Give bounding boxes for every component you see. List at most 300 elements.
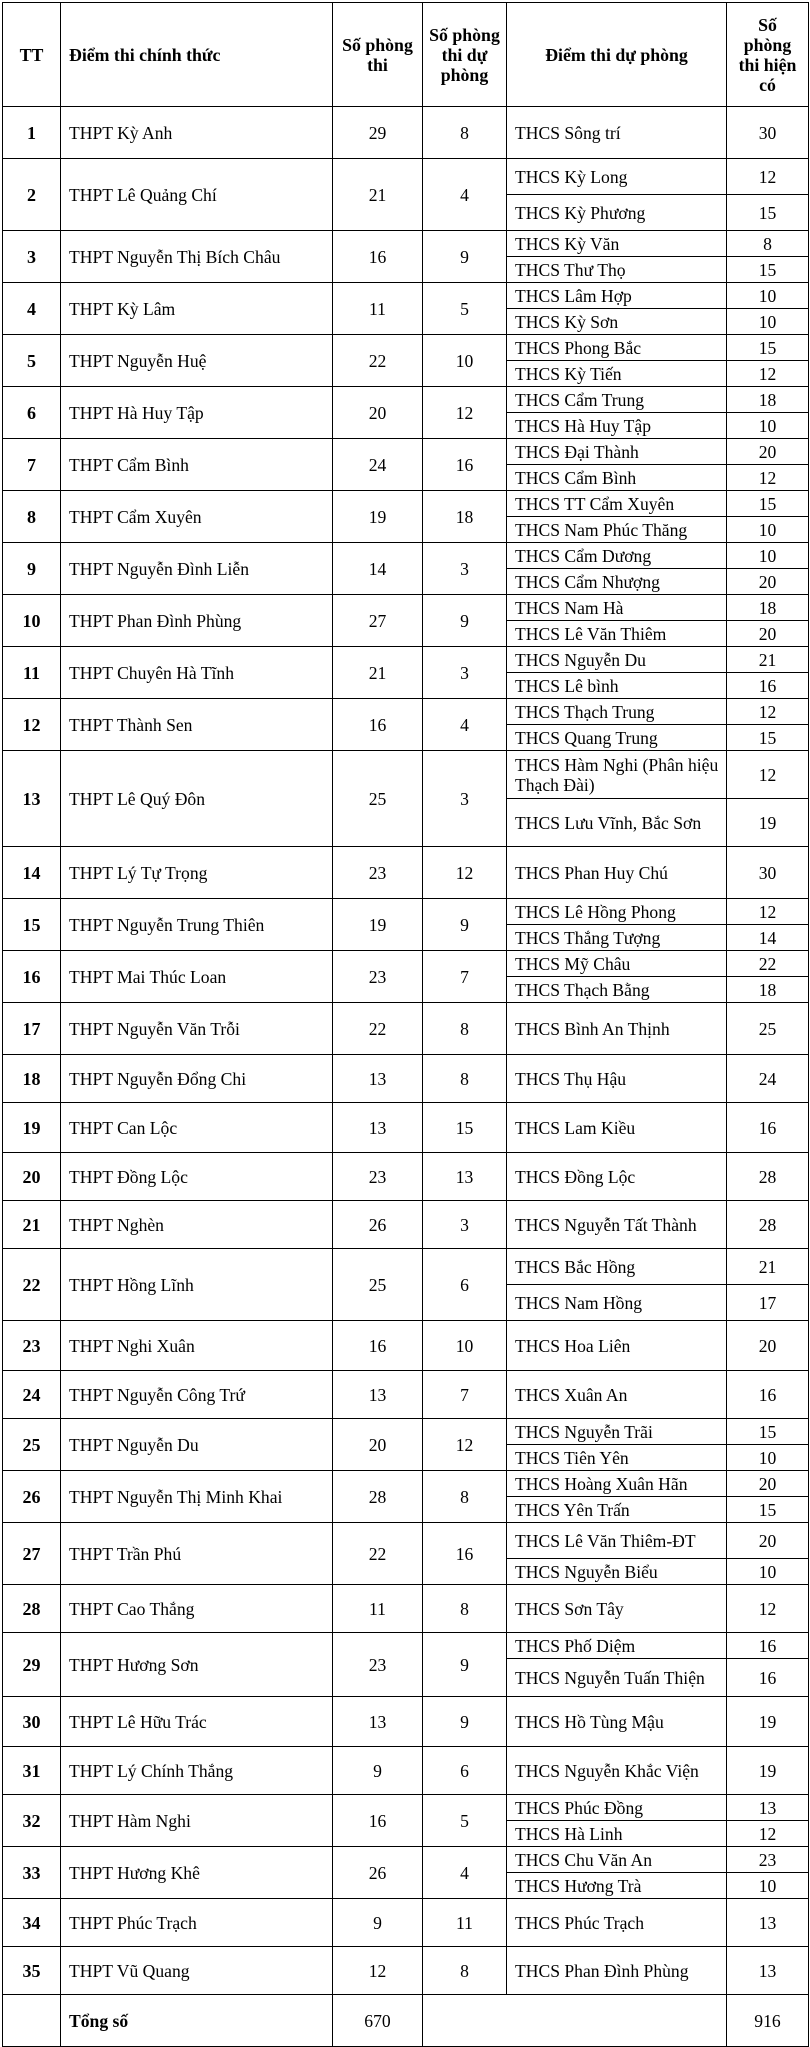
row-tt: 18: [3, 1055, 61, 1103]
row-main-site: THPT Nghi Xuân: [61, 1321, 333, 1371]
table-row: [3, 1523, 809, 1559]
row-backup-site: THCS Bắc Hồng: [507, 1249, 727, 1285]
row-rooms: 28: [333, 1471, 423, 1523]
row-tt: 12: [3, 699, 61, 751]
row-existing-rooms: 20: [727, 1471, 809, 1497]
row-existing-rooms: 23: [727, 1847, 809, 1873]
row-main-site: THPT Đồng Lộc: [61, 1153, 333, 1201]
row-backup-site: THCS Tiên Yên: [507, 1445, 727, 1471]
row-backup-site: THCS Quang Trung: [507, 725, 727, 751]
row-rooms: 25: [333, 1249, 423, 1321]
row-backup-rooms: 11: [423, 1899, 507, 1947]
row-rooms: 22: [333, 335, 423, 387]
row-backup-site: THCS Lê Văn Thiêm-ĐT: [507, 1523, 727, 1559]
table-row: [3, 1697, 809, 1747]
row-backup-site: THCS Nam Phúc Thăng: [507, 517, 727, 543]
row-existing-rooms: 15: [727, 257, 809, 283]
row-backup-rooms: 9: [423, 1697, 507, 1747]
row-rooms: 26: [333, 1847, 423, 1899]
row-rooms: 26: [333, 1201, 423, 1249]
row-existing-rooms: 28: [727, 1153, 809, 1201]
row-existing-rooms: 28: [727, 1201, 809, 1249]
row-backup-site: THCS Xuân An: [507, 1371, 727, 1419]
row-rooms: 14: [333, 543, 423, 595]
table-row: [3, 231, 809, 257]
row-existing-rooms: 19: [727, 1747, 809, 1795]
row-existing-rooms: 10: [727, 413, 809, 439]
row-backup-site: THCS Mỹ Châu: [507, 951, 727, 977]
row-backup-site: THCS Nguyễn Tất Thành: [507, 1201, 727, 1249]
header-row: [3, 3, 809, 107]
row-tt: 31: [3, 1747, 61, 1795]
row-backup-rooms: 7: [423, 951, 507, 1003]
row-backup-site: THCS Hoa Liên: [507, 1321, 727, 1371]
row-existing-rooms: 18: [727, 977, 809, 1003]
table-row: [3, 1153, 809, 1201]
row-backup-site: THCS Hàm Nghi (Phân hiệu Thạch Đài): [507, 751, 727, 799]
row-backup-rooms: 15: [423, 1103, 507, 1153]
row-rooms: 16: [333, 1795, 423, 1847]
row-existing-rooms: 15: [727, 1497, 809, 1523]
row-backup-rooms: 12: [423, 1419, 507, 1471]
row-main-site: THPT Hàm Nghi: [61, 1795, 333, 1847]
row-backup-site: THCS Lam Kiều: [507, 1103, 727, 1153]
row-backup-site: THCS Hà Huy Tập: [507, 413, 727, 439]
row-existing-rooms: 19: [727, 1697, 809, 1747]
row-tt: 14: [3, 847, 61, 899]
row-rooms: 13: [333, 1055, 423, 1103]
row-backup-site: THCS Kỳ Phương: [507, 195, 727, 231]
row-backup-rooms: 16: [423, 1523, 507, 1585]
row-existing-rooms: 10: [727, 1873, 809, 1899]
row-main-site: THPT Thành Sen: [61, 699, 333, 751]
row-main-site: THPT Lê Quý Đôn: [61, 751, 333, 847]
row-backup-site: THCS Chu Văn An: [507, 1847, 727, 1873]
row-main-site: THPT Nghèn: [61, 1201, 333, 1249]
row-main-site: THPT Lý Tự Trọng: [61, 847, 333, 899]
row-main-site: THPT Cao Thắng: [61, 1585, 333, 1633]
table-row: [3, 595, 809, 621]
row-main-site: THPT Nguyễn Du: [61, 1419, 333, 1471]
table-row: [3, 1947, 809, 1995]
row-existing-rooms: 12: [727, 751, 809, 799]
row-existing-rooms: 20: [727, 1321, 809, 1371]
row-backup-rooms: 16: [423, 439, 507, 491]
row-backup-site: THCS Thắng Tượng: [507, 925, 727, 951]
table-row: [3, 491, 809, 517]
row-existing-rooms: 15: [727, 195, 809, 231]
row-tt: 13: [3, 751, 61, 847]
row-rooms: 23: [333, 951, 423, 1003]
table-row: [3, 1847, 809, 1873]
row-existing-rooms: 15: [727, 725, 809, 751]
row-rooms: 12: [333, 1947, 423, 1995]
row-backup-rooms: 9: [423, 595, 507, 647]
row-backup-site: THCS Cẩm Bình: [507, 465, 727, 491]
row-main-site: THPT Hương Khê: [61, 1847, 333, 1899]
row-main-site: THPT Nguyễn Huệ: [61, 335, 333, 387]
row-backup-rooms: 3: [423, 647, 507, 699]
row-backup-site: THCS Lưu Vĩnh, Bắc Sơn: [507, 799, 727, 847]
row-backup-site: THCS Kỳ Tiến: [507, 361, 727, 387]
row-backup-rooms: 6: [423, 1249, 507, 1321]
row-existing-rooms: 20: [727, 621, 809, 647]
row-backup-site: THCS Thạch Bằng: [507, 977, 727, 1003]
row-main-site: THPT Hồng Lĩnh: [61, 1249, 333, 1321]
row-backup-site: THCS Đại Thành: [507, 439, 727, 465]
row-tt: 33: [3, 1847, 61, 1899]
row-backup-site: THCS Yên Trấn: [507, 1497, 727, 1523]
row-backup-rooms: 6: [423, 1747, 507, 1795]
row-tt: 2: [3, 159, 61, 231]
row-backup-site: THCS Kỳ Văn: [507, 231, 727, 257]
table-row: [3, 1003, 809, 1055]
header-backup-rooms: Số phòng thi dự phòng: [423, 3, 507, 107]
row-backup-site: THCS Nguyễn Tuấn Thiện: [507, 1659, 727, 1697]
row-tt: 26: [3, 1471, 61, 1523]
row-main-site: THPT Hà Huy Tập: [61, 387, 333, 439]
row-rooms: 20: [333, 1419, 423, 1471]
row-existing-rooms: 15: [727, 335, 809, 361]
row-tt: 35: [3, 1947, 61, 1995]
row-existing-rooms: 18: [727, 595, 809, 621]
row-backup-site: THCS Hà Linh: [507, 1821, 727, 1847]
table-row: [3, 387, 809, 413]
row-existing-rooms: 10: [727, 517, 809, 543]
row-main-site: THPT Trần Phú: [61, 1523, 333, 1585]
table-row: [3, 751, 809, 799]
row-tt: 3: [3, 231, 61, 283]
row-existing-rooms: 12: [727, 899, 809, 925]
row-existing-rooms: 10: [727, 283, 809, 309]
row-tt: 4: [3, 283, 61, 335]
row-main-site: THPT Lý Chính Thắng: [61, 1747, 333, 1795]
total-existing: 916: [727, 1995, 809, 2047]
table-row: [3, 543, 809, 569]
row-backup-site: THCS Hoàng Xuân Hãn: [507, 1471, 727, 1497]
row-existing-rooms: 24: [727, 1055, 809, 1103]
row-backup-site: THCS Phố Diệm: [507, 1633, 727, 1659]
row-rooms: 11: [333, 283, 423, 335]
row-backup-site: THCS Phong Bắc: [507, 335, 727, 361]
row-backup-site: THCS Cẩm Nhượng: [507, 569, 727, 595]
table-row: [3, 159, 809, 195]
row-main-site: THPT Phúc Trạch: [61, 1899, 333, 1947]
row-main-site: THPT Can Lộc: [61, 1103, 333, 1153]
row-existing-rooms: 22: [727, 951, 809, 977]
row-backup-site: THCS Sông trí: [507, 107, 727, 159]
row-backup-rooms: 7: [423, 1371, 507, 1419]
row-backup-site: THCS Nguyễn Du: [507, 647, 727, 673]
row-rooms: 23: [333, 847, 423, 899]
row-existing-rooms: 12: [727, 1585, 809, 1633]
row-backup-site: THCS Nguyễn Biểu: [507, 1559, 727, 1585]
row-main-site: THPT Nguyễn Văn Trỗi: [61, 1003, 333, 1055]
row-tt: 16: [3, 951, 61, 1003]
row-backup-site: THCS Bình An Thịnh: [507, 1003, 727, 1055]
row-backup-site: THCS Thư Thọ: [507, 257, 727, 283]
row-backup-rooms: 8: [423, 1947, 507, 1995]
row-main-site: THPT Nguyễn Trung Thiên: [61, 899, 333, 951]
row-tt: 21: [3, 1201, 61, 1249]
table-row: [3, 1249, 809, 1285]
row-tt: 11: [3, 647, 61, 699]
table-row: [3, 1103, 809, 1153]
table-row: [3, 1747, 809, 1795]
row-tt: 5: [3, 335, 61, 387]
row-existing-rooms: 15: [727, 491, 809, 517]
row-backup-rooms: 8: [423, 107, 507, 159]
row-existing-rooms: 21: [727, 647, 809, 673]
exam-site-table: [2, 2, 809, 2047]
header-main-site: Điểm thi chính thức: [61, 3, 333, 107]
row-rooms: 22: [333, 1003, 423, 1055]
row-main-site: THPT Vũ Quang: [61, 1947, 333, 1995]
row-tt: 24: [3, 1371, 61, 1419]
row-backup-site: THCS Thụ Hậu: [507, 1055, 727, 1103]
row-backup-rooms: 3: [423, 1201, 507, 1249]
row-tt: 28: [3, 1585, 61, 1633]
row-backup-site: THCS Phúc Đồng: [507, 1795, 727, 1821]
row-backup-site: THCS Hồ Tùng Mậu: [507, 1697, 727, 1747]
row-tt: 6: [3, 387, 61, 439]
table-row: [3, 335, 809, 361]
row-rooms: 23: [333, 1153, 423, 1201]
row-backup-rooms: 12: [423, 847, 507, 899]
row-rooms: 16: [333, 699, 423, 751]
row-backup-site: THCS Kỳ Sơn: [507, 309, 727, 335]
table-row: [3, 1321, 809, 1371]
row-existing-rooms: 8: [727, 231, 809, 257]
row-main-site: THPT Kỳ Lâm: [61, 283, 333, 335]
row-backup-site: THCS Nguyễn Trãi: [507, 1419, 727, 1445]
total-label: Tổng số: [61, 1995, 333, 2047]
table-row: [3, 283, 809, 309]
row-main-site: THPT Nguyễn Đổng Chi: [61, 1055, 333, 1103]
row-backup-site: THCS Phúc Trạch: [507, 1899, 727, 1947]
row-backup-rooms: 13: [423, 1153, 507, 1201]
table-row: [3, 1419, 809, 1445]
row-main-site: THPT Nguyễn Thị Bích Châu: [61, 231, 333, 283]
row-existing-rooms: 30: [727, 847, 809, 899]
row-rooms: 16: [333, 231, 423, 283]
table-row: [3, 1899, 809, 1947]
row-rooms: 23: [333, 1633, 423, 1697]
row-rooms: 19: [333, 899, 423, 951]
row-rooms: 29: [333, 107, 423, 159]
row-backup-rooms: 5: [423, 1795, 507, 1847]
row-existing-rooms: 10: [727, 1445, 809, 1471]
row-existing-rooms: 16: [727, 673, 809, 699]
row-existing-rooms: 17: [727, 1285, 809, 1321]
row-rooms: 16: [333, 1321, 423, 1371]
row-backup-site: THCS Cẩm Trung: [507, 387, 727, 413]
row-existing-rooms: 20: [727, 1523, 809, 1559]
row-main-site: THPT Nguyễn Thị Minh Khai: [61, 1471, 333, 1523]
row-existing-rooms: 16: [727, 1633, 809, 1659]
row-existing-rooms: 12: [727, 361, 809, 387]
row-backup-site: THCS Nam Hồng: [507, 1285, 727, 1321]
row-tt: 20: [3, 1153, 61, 1201]
row-existing-rooms: 12: [727, 159, 809, 195]
row-tt: 34: [3, 1899, 61, 1947]
row-rooms: 22: [333, 1523, 423, 1585]
row-backup-rooms: 9: [423, 1633, 507, 1697]
row-main-site: THPT Cẩm Xuyên: [61, 491, 333, 543]
row-existing-rooms: 12: [727, 1821, 809, 1847]
row-main-site: THPT Mai Thúc Loan: [61, 951, 333, 1003]
row-backup-rooms: 9: [423, 231, 507, 283]
row-backup-site: THCS Phan Huy Chú: [507, 847, 727, 899]
header-tt: TT: [3, 3, 61, 107]
row-backup-site: THCS Lê Hồng Phong: [507, 899, 727, 925]
row-backup-site: THCS Nguyễn Khắc Viện: [507, 1747, 727, 1795]
row-backup-site: THCS Lâm Hợp: [507, 283, 727, 309]
row-backup-site: THCS Kỳ Long: [507, 159, 727, 195]
row-tt: 9: [3, 543, 61, 595]
row-tt: 17: [3, 1003, 61, 1055]
row-backup-rooms: 3: [423, 543, 507, 595]
row-main-site: THPT Kỳ Anh: [61, 107, 333, 159]
row-existing-rooms: 13: [727, 1795, 809, 1821]
table-row: [3, 1055, 809, 1103]
table-row: [3, 1471, 809, 1497]
row-rooms: 21: [333, 647, 423, 699]
table-row: [3, 899, 809, 925]
row-backup-rooms: 4: [423, 159, 507, 231]
row-main-site: THPT Nguyễn Công Trứ: [61, 1371, 333, 1419]
row-backup-rooms: 8: [423, 1003, 507, 1055]
row-rooms: 11: [333, 1585, 423, 1633]
row-existing-rooms: 12: [727, 465, 809, 491]
row-backup-rooms: 4: [423, 699, 507, 751]
row-existing-rooms: 14: [727, 925, 809, 951]
row-existing-rooms: 13: [727, 1947, 809, 1995]
row-backup-rooms: 3: [423, 751, 507, 847]
row-backup-site: THCS Hương Trà: [507, 1873, 727, 1899]
row-backup-rooms: 5: [423, 283, 507, 335]
row-rooms: 9: [333, 1747, 423, 1795]
row-backup-site: THCS Lê Văn Thiêm: [507, 621, 727, 647]
row-backup-rooms: 4: [423, 1847, 507, 1899]
row-rooms: 13: [333, 1371, 423, 1419]
row-backup-rooms: 12: [423, 387, 507, 439]
table-row: [3, 699, 809, 725]
table-row: [3, 951, 809, 977]
row-existing-rooms: 16: [727, 1659, 809, 1697]
row-backup-rooms: 8: [423, 1585, 507, 1633]
row-backup-site: THCS Phan Đình Phùng: [507, 1947, 727, 1995]
row-tt: 22: [3, 1249, 61, 1321]
row-tt: 29: [3, 1633, 61, 1697]
row-existing-rooms: 25: [727, 1003, 809, 1055]
row-existing-rooms: 20: [727, 439, 809, 465]
row-existing-rooms: 18: [727, 387, 809, 413]
row-tt: 23: [3, 1321, 61, 1371]
row-existing-rooms: 16: [727, 1371, 809, 1419]
row-backup-rooms: 8: [423, 1055, 507, 1103]
header-backup-site: Điểm thi dự phòng: [507, 3, 727, 107]
total-blank-span: [423, 1995, 727, 2047]
row-main-site: THPT Nguyễn Đình Liễn: [61, 543, 333, 595]
row-main-site: THPT Lê Quảng Chí: [61, 159, 333, 231]
row-backup-rooms: 9: [423, 899, 507, 951]
row-existing-rooms: 13: [727, 1899, 809, 1947]
table-row: [3, 107, 809, 159]
row-rooms: 13: [333, 1697, 423, 1747]
total-rooms: 670: [333, 1995, 423, 2047]
row-tt: 30: [3, 1697, 61, 1747]
row-main-site: THPT Cẩm Bình: [61, 439, 333, 491]
row-rooms: 24: [333, 439, 423, 491]
row-tt: 8: [3, 491, 61, 543]
row-tt: 32: [3, 1795, 61, 1847]
row-existing-rooms: 10: [727, 543, 809, 569]
row-rooms: 19: [333, 491, 423, 543]
row-existing-rooms: 12: [727, 699, 809, 725]
row-backup-site: THCS Sơn Tây: [507, 1585, 727, 1633]
row-tt: 1: [3, 107, 61, 159]
row-backup-rooms: 18: [423, 491, 507, 543]
total-row: [3, 1995, 809, 2047]
table-row: [3, 1371, 809, 1419]
row-main-site: THPT Chuyên Hà Tĩnh: [61, 647, 333, 699]
row-backup-rooms: 10: [423, 1321, 507, 1371]
row-backup-site: THCS Đồng Lộc: [507, 1153, 727, 1201]
table-row: [3, 1633, 809, 1659]
row-existing-rooms: 16: [727, 1103, 809, 1153]
row-existing-rooms: 15: [727, 1419, 809, 1445]
row-main-site: THPT Hương Sơn: [61, 1633, 333, 1697]
row-existing-rooms: 20: [727, 569, 809, 595]
table-row: [3, 847, 809, 899]
total-blank-cell: [3, 1995, 61, 2047]
row-backup-site: THCS Nam Hà: [507, 595, 727, 621]
row-main-site: THPT Phan Đình Phùng: [61, 595, 333, 647]
row-existing-rooms: 10: [727, 309, 809, 335]
row-rooms: 9: [333, 1899, 423, 1947]
row-tt: 15: [3, 899, 61, 951]
table-row: [3, 1585, 809, 1633]
row-rooms: 27: [333, 595, 423, 647]
header-rooms: Số phòng thi: [333, 3, 423, 107]
row-backup-rooms: 10: [423, 335, 507, 387]
row-tt: 10: [3, 595, 61, 647]
table-row: [3, 647, 809, 673]
row-rooms: 21: [333, 159, 423, 231]
row-backup-site: THCS TT Cẩm Xuyên: [507, 491, 727, 517]
row-tt: 19: [3, 1103, 61, 1153]
row-rooms: 13: [333, 1103, 423, 1153]
row-backup-site: THCS Lê bình: [507, 673, 727, 699]
table-row: [3, 1201, 809, 1249]
row-existing-rooms: 21: [727, 1249, 809, 1285]
row-rooms: 20: [333, 387, 423, 439]
row-rooms: 25: [333, 751, 423, 847]
row-main-site: THPT Lê Hữu Trác: [61, 1697, 333, 1747]
row-backup-site: THCS Thạch Trung: [507, 699, 727, 725]
row-existing-rooms: 30: [727, 107, 809, 159]
row-backup-rooms: 8: [423, 1471, 507, 1523]
header-existing-rooms: Số phòng thi hiện có: [727, 3, 809, 107]
row-existing-rooms: 19: [727, 799, 809, 847]
table-row: [3, 439, 809, 465]
row-tt: 7: [3, 439, 61, 491]
row-backup-site: THCS Cẩm Dương: [507, 543, 727, 569]
row-tt: 27: [3, 1523, 61, 1585]
row-existing-rooms: 10: [727, 1559, 809, 1585]
table-row: [3, 1795, 809, 1821]
